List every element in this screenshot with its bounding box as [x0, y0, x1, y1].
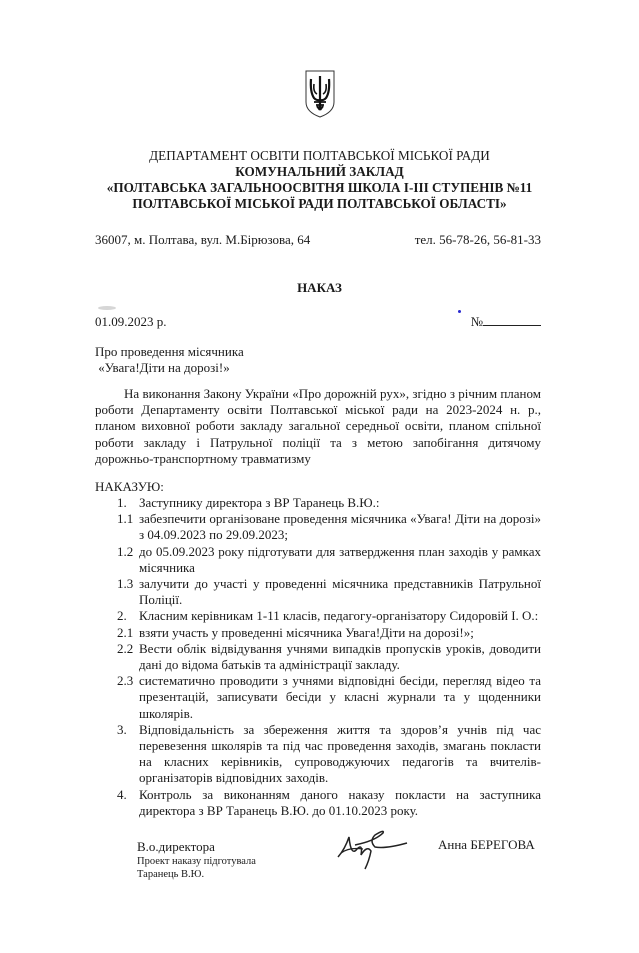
item-text: до 05.09.2023 року підготувати для затвердження план заходів у рамках місячника — [139, 543, 541, 575]
order-item — [117, 495, 541, 511]
order-number-label: № — [470, 314, 483, 329]
contact-row — [95, 232, 541, 248]
date-number-row — [95, 314, 541, 330]
item-number: 2.2 — [117, 640, 134, 656]
order-date: 01.09.2023 р. — [95, 314, 167, 329]
item-text: Заступнику директора з ВР Таранець В.Ю.: — [139, 495, 380, 511]
item-number: 2.1 — [117, 624, 134, 640]
signatory-name: Анна БЕРЕГОВА — [438, 837, 535, 853]
prepared-by: Таранець В.Ю. — [137, 869, 205, 881]
item-text: залучити до участі у проведенні місячника представників Патрульної Поліції. — [139, 576, 541, 608]
order-item — [117, 608, 541, 624]
trident-coat-of-arms-icon — [305, 70, 335, 118]
item-text: систематично проводити з учнями відповідні бесіди, перегляд відео та презентацій, записувати бесіди у класні журнали та у щоденники школярів. — [139, 673, 541, 721]
order-subject-line1: Про проведення місячника — [95, 344, 244, 359]
item-text: Вести облік відвідування учнями випадків пропусків уроків, доводити дані до відома батьків та адміністрації закладу. — [139, 640, 541, 673]
item-text: Класним керівникам 1-11 класів, педагогу-організатору Сидоровій І. О.: — [139, 608, 539, 624]
emblem-area — [0, 70, 639, 118]
order-item — [117, 544, 541, 576]
order-item — [117, 787, 541, 819]
item-number: 1.2 — [117, 543, 134, 559]
item-text: Контроль за виконанням даного наказу покласти на заступника директора з ВР Таранець В.Ю. до 01.10.2023 року. — [139, 786, 541, 818]
prepared-label: Проект наказу підготувала — [137, 856, 256, 868]
item-text: взяти участь у проведенні місячника Увага!Діти на дорозі!»; — [139, 624, 474, 640]
order-number — [471, 314, 541, 330]
order-items — [117, 495, 541, 819]
order-subject-line2: «Увага!Діти на дорозі!» — [95, 360, 230, 375]
order-item — [117, 625, 541, 641]
item-text: забезпечити організоване проведення місячника «Увага! Діти на дорозі» з 04.09.2023 по 29.09.2023; — [139, 511, 541, 543]
school-name-line1: «ПОЛТАВСЬКА ЗАГАЛЬНООСВІТНЯ ШКОЛА І-ІІІ СТУПЕНІВ №11 — [106, 180, 533, 195]
item-number: 2.3 — [117, 673, 134, 689]
school-phone: тел. 56-78-26, 56-81-33 — [414, 232, 541, 247]
handwritten-signature — [335, 827, 415, 871]
department-name: ДЕПАРТАМЕНТ ОСВІТИ ПОЛТАВСЬКОЇ МІСЬКОЇ РАДИ — [149, 148, 490, 163]
order-item — [117, 673, 541, 722]
scan-smudge — [98, 306, 116, 310]
institution-type: КОМУНАЛЬНИЙ ЗАКЛАД — [235, 164, 404, 179]
school-name-line2: ПОЛТАВСЬКОЇ МІСЬКОЇ РАДИ ПОЛТАВСЬКОЇ ОБЛАСТІ» — [132, 196, 507, 211]
item-number: 4. — [117, 786, 127, 802]
letterhead — [0, 148, 639, 212]
order-item — [117, 722, 541, 787]
preamble-paragraph: На виконання Закону України «Про дорожній рух», згідно з річним планом роботи Департаменту освіти Полтавської міської ради на 2023-2024 н. р., планом виховної роботи закладу загальної середньої освіти, планом спільної роботи закладу і Патрульної поліції та з метою запобігання дитячому дорожньо-транспортному травматизму — [95, 386, 541, 466]
item-number: 1.1 — [117, 511, 134, 527]
item-number: 1. — [117, 495, 127, 511]
item-number: 1.3 — [117, 576, 134, 592]
ink-dot — [458, 310, 461, 313]
school-address: 36007, м. Полтава, вул. М.Бірюзова, 64 — [95, 232, 311, 247]
order-title: НАКАЗ — [297, 280, 342, 295]
order-subject — [95, 344, 639, 376]
directive-heading: НАКАЗУЮ: — [95, 479, 164, 495]
item-text: Відповідальність за збереження життя та здоров’я учнів під час перевезення школярів та під час проведення заходів, змагань покласти на класних керівників, супроводжуючих педагогів та вчителів-організаторів відповідних заходів. — [139, 721, 541, 786]
order-number-blank — [483, 315, 541, 326]
order-item — [117, 641, 541, 673]
signatory-position: В.о.директора — [137, 839, 215, 855]
signatory-details — [137, 839, 256, 881]
item-number: 3. — [117, 721, 127, 737]
item-number: 2. — [117, 608, 127, 624]
signature-block — [0, 833, 639, 893]
order-item — [117, 511, 541, 543]
order-item — [117, 576, 541, 608]
